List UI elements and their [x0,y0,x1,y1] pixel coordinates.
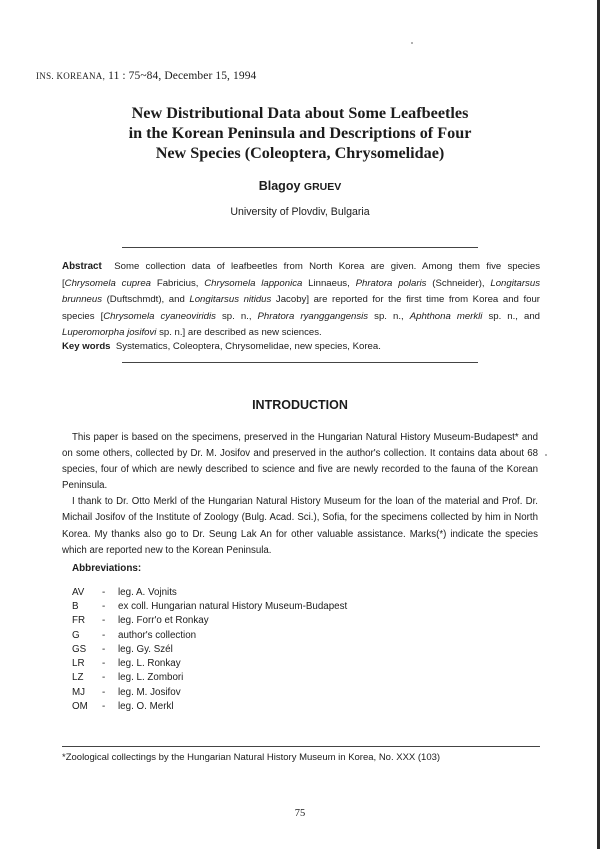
title-line: New Species (Coleoptera, Chrysomelidae) [155,144,445,162]
species-name: Longitarsus nitidus [189,294,272,306]
abstract-text: sp. n., [368,310,410,322]
author-affiliation: University of Plovdiv, Bulgaria [230,206,370,218]
journal-abbrev: INS. KOREANA, [36,71,106,81]
abbreviation-item [72,628,472,642]
abbreviation-item [72,599,472,613]
abstract-text: sp. n.] are described as new sciences. [156,327,322,339]
abbreviation-item [72,642,472,656]
title-line: New Distributional Data about Some Leafbeetles [131,104,469,122]
abbreviation-description: leg. L. Ronkay [118,658,181,670]
abstract-text: sp. n., and [482,310,540,322]
abbreviation-description: leg. M. Josifov [118,686,181,698]
paper-title [60,103,540,163]
paragraph: This paper is based on the specimens, preserved in the Hungarian Natural History Museum-Budapest* and on some others, collected by Dr. M. Josifov and preserved in the author's collection. It contains data about 68 species, four of which are newly described to science and five are newly recorded to the fauna of the Korean Peninsula. [62,432,538,492]
keywords [62,341,540,352]
abstract-text: (Duftschmdt), and [102,294,190,306]
abbreviation-code: GS [72,643,87,655]
dash: - [102,600,106,612]
abstract-top-rule [122,247,478,248]
author-first-name: Blagoy [258,179,301,193]
footnote: *Zoological collectings by the Hungarian Natural History Museum in Korea, No. XXX (103) [62,752,441,763]
abbreviation-item [72,656,472,670]
abbreviation-description: ex coll. Hungarian natural History Museum-Budapest [118,600,348,612]
paragraph: I thank to Dr. Otto Merkl of the Hungarian Natural History Museum for the loan of the material and Prof. Dr. Michail Josifov of the Institute of Zoology (Bulg. Acad. Sci.), Sofia, for the specimens collected by him in North Korea. My thanks also go to Dr. Seung Lak An for other valuable assistance. Marks(*) indicate the species which are reported new to the Korean Peninsula. [62,496,538,556]
section-heading-introduction: INTRODUCTION [252,398,348,412]
species-name: Chrysomela cuprea [64,277,152,289]
abbreviation-code: LZ [72,672,84,684]
volume-pages-date: 11 : 75~84, December 15, 1994 [108,70,257,82]
dash: - [102,658,106,670]
abstract-text: (Schneider), [426,277,491,289]
dash: - [102,701,106,713]
abbreviation-code: OM [72,701,88,713]
dash: - [102,643,106,655]
abbreviation-item [72,699,472,713]
abstract-label: Abstract [62,261,102,272]
title-line: in the Korean Peninsula and Descriptions of Four [128,124,472,142]
abbreviation-code: B [72,600,79,612]
scan-speck [411,42,413,44]
abbreviation-description: leg. L. Zombori [118,672,184,684]
abbreviation-description: author's collection [118,629,197,641]
abbreviation-description: leg. Forr'o et Ronkay [118,615,209,627]
abstract-text: Some collection data of leafbeetles from North Korea are given. Among them five species [ [62,261,540,289]
abstract [62,259,540,342]
species-name: Phratora ryanggangensis [257,310,369,322]
dash: - [102,686,106,698]
abbreviation-description: leg. O. Merkl [118,701,174,713]
dash: - [102,615,106,627]
author-name [0,179,600,193]
page-number: 75 [294,808,306,819]
abbreviation-code: FR [72,615,86,627]
species-name: Aphthona merkli [409,310,483,322]
species-name: Luperomorpha josifovi [62,327,157,339]
abstract-text: sp. n., [215,310,258,322]
abbreviation-description: leg. Gy. Szél [118,643,173,655]
abbreviation-item [72,671,472,685]
species-name: Phratora polaris [355,277,427,289]
dash: - [102,629,106,641]
abstract-text: Linnaeus, [302,277,356,289]
abbreviation-item [72,585,472,599]
abbreviation-item [72,614,472,628]
abbreviation-code: AV [72,586,85,598]
dash: - [102,586,106,598]
abbreviations-list [72,585,472,714]
author-last-name: GRUEV [303,181,342,193]
abbreviations-heading: Abbreviations: [72,563,142,574]
species-name: Chrysomela lapponica [204,277,303,289]
keywords-text: Systematics, Coleoptera, Chrysomelidae, new species, Korea. [115,341,381,352]
species-name: Longitarsus brunneus [62,277,540,306]
abbreviation-code: MJ [72,686,86,698]
introduction-body [62,430,538,559]
species-name: Chrysomela cyaneoviridis [103,310,216,322]
footnote-rule [62,746,540,747]
abbreviation-code: LR [72,658,85,670]
scan-speck [545,454,547,456]
journal-reference [36,70,256,82]
keywords-label: Key words [62,341,111,352]
abbreviation-item [72,685,472,699]
abbreviation-code: G [72,629,80,641]
dash: - [102,672,106,684]
abstract-text: Fabricius, [151,277,205,289]
abstract-text: Jacoby] are reported for the first time from Korea and four species [ [62,294,541,322]
abbreviation-description: leg. A. Vojnits [118,586,177,598]
abstract-bottom-rule [122,362,478,363]
